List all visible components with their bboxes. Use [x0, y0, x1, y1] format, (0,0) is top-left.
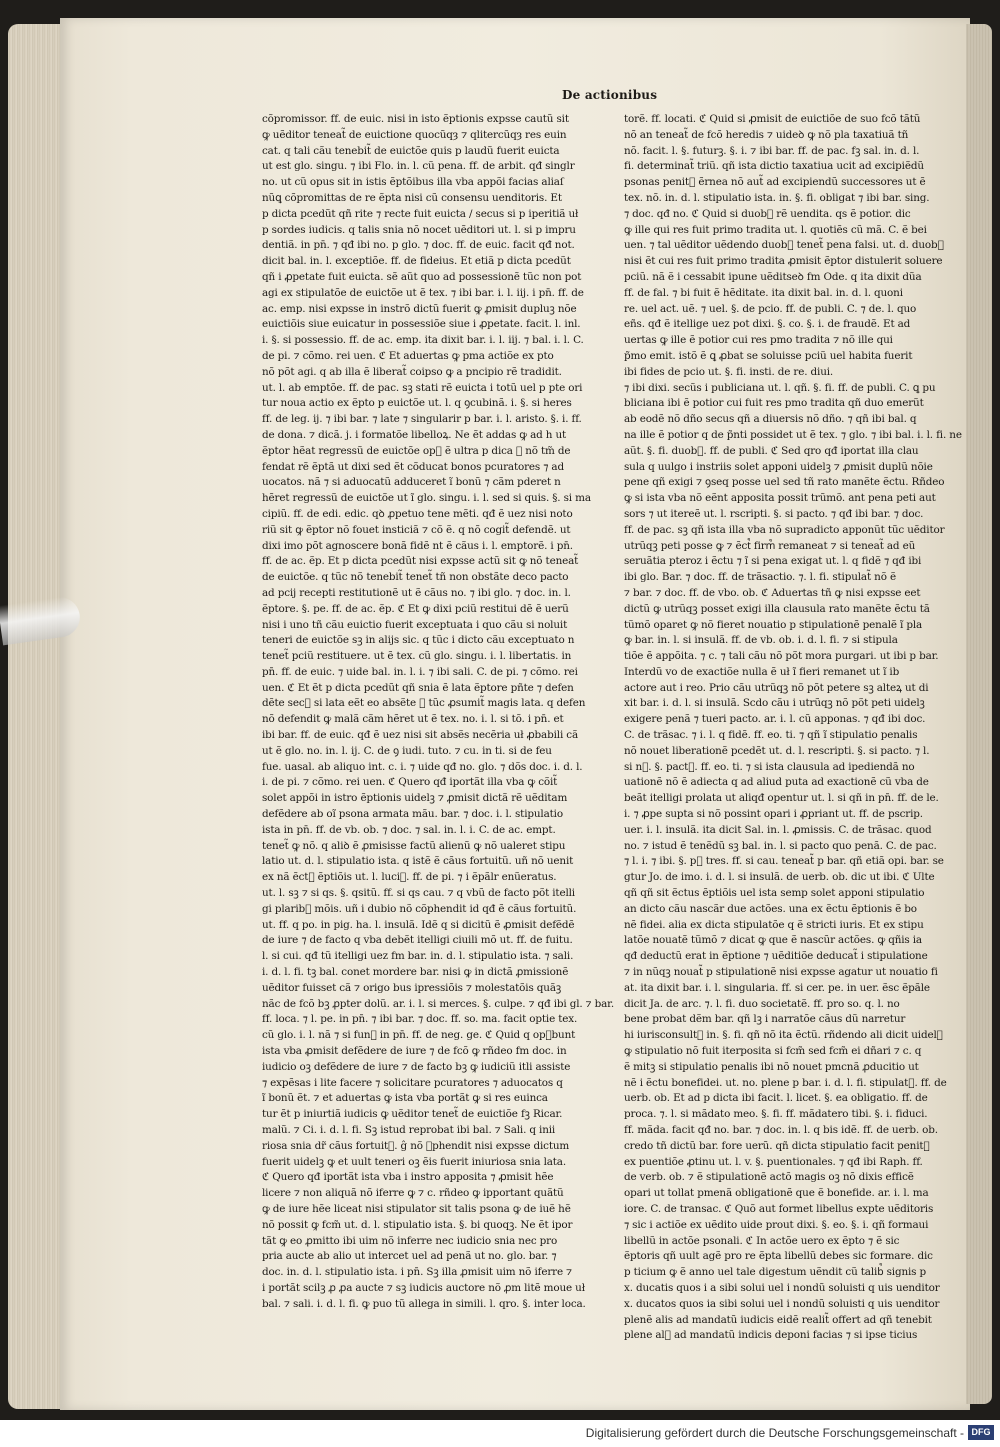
text-line: ista in pn̄. ff. de vb. ob. ⁊ doc. ⁊ sal. in. l. i. C. de ac. empt. — [262, 823, 556, 836]
text-line: eñs. qđ ẽ itellige uez pot dixi. §. co. §. i. de fraudẽ. Et ad — [624, 318, 911, 331]
text-line: uen. ⁊ tal uẽditor uẽdendo duob᷒ tenet̃ pena falsi. ut. d. duob᷒ — [624, 239, 944, 252]
text-line: ex nã ẽct᷒ ẽptiõis ut. l. luci᷒. ff. de pi. ⁊ i ẽpãlr enũeratus. — [262, 871, 557, 884]
text-line: p sordes iudicis. q talis snia nõ nocet uẽditori ut. l. si p impru — [262, 223, 576, 236]
text-line: ut est glo. singu. ⁊ ibi Flo. in. l. cũ pena. ff. de arbit. qđ singlr — [262, 160, 575, 173]
text-line: ibi fides de pcio ut. §. fi. insti. de re. diui. — [624, 365, 834, 378]
text-line: i portãt scilꝫ ꝓ ꝓa aucte ⁊ sꝫ iudicis auctore nõ ꝓm litẽ moue uł — [262, 1281, 585, 1294]
text-line: riũ sit ꝙ ẽptor nõ fouet insticiã ⁊ cõ ẽ. q nõ cogit̃ defendẽ. ut — [262, 523, 571, 536]
text-line: fendat rẽ ẽptã ut dixi sed ẽt cõducat bonos pcuratores ⁊ ad — [262, 460, 564, 473]
text-line: tiõe ẽ appõita. ⁊ c. ⁊ tali cãu nõ põt mora purgari. ut ibi p bar. — [624, 650, 939, 663]
text-line: ex puentiõe ꝓtinu ut. l. v. §. puentionales. ⁊ qđ ibi Raph. ff. — [624, 1155, 923, 1168]
text-line: nõ defendit ꝙ malã cãm hẽret ut ẽ tex. no. i. l. si tõ. i pn̄. et — [262, 713, 564, 726]
running-head: De actionibus — [562, 88, 658, 102]
text-line: nẽ fidei. alia ex dicta stipulatõe q ẽ stricti iuris. Et ex stipu — [624, 918, 924, 931]
text-line: ff. de fal. ⁊ bi fuit ẽ hẽditate. ita dixit bal. in. d. l. quoni — [624, 286, 903, 299]
text-line: credo tñ dictũ bar. fore uerũ. qñ dicta stipulatio facit penit᷒ — [624, 1139, 930, 1152]
text-line: ut. l. ab emptõe. ff. de pac. sꝫ stati rẽ euicta i totũ uel p pte ori — [262, 381, 583, 394]
text-line: psonas penit᷒ ẽrnea nõ aut̃ ad excipiendũ successores ut ẽ — [624, 176, 926, 189]
text-line: hẽret regressũ de euictõe ut ĩ glo. singu. i. l. sed si quis. §. si ma — [262, 492, 591, 505]
text-line: beãt itelligi prolata ut aliqđ opentur ut. l. si qñ in pn̄. ff. de le. — [624, 792, 939, 805]
text-line: libellũ in actõe psonali. ℭ In actõe uero ex ẽpto ⁊ ẽ sic — [624, 1234, 900, 1247]
text-line: pria aucte ab alio ut intercet uel ad penã ut no. glo. bar. ⁊ — [262, 1250, 557, 1263]
text-line: tenet̃ pciũ restituere. ut ẽ tex. cũ glo. singu. i. l. libertatis. in — [262, 650, 572, 663]
text-line: ⁊ ibi dixi. secũs i publiciana ut. l. qñ. §. fi. ff. de publi. C. ꝗ pu — [624, 381, 936, 394]
text-line: an dicto cãu nascãr due actões. una ex ẽctu ẽptionis ẽ bo — [624, 902, 917, 915]
text-line: teneri de euictõe sꝫ in alijs sic. q tũc i dicto cãu exceptuato n — [262, 634, 575, 647]
text-line: dicit bal. in. l. exceptiõe. ff. de fideius. Et etiã p dicta pcedũt — [262, 255, 571, 268]
text-line: seruãtia pteroz i ẽctu ⁊ ĩ si pena exigat ut. l. q fidẽ ⁊ qđ ibi — [624, 555, 922, 568]
text-line: utrũqꝫ peti posse ꝙ ⁊ ẽct᷒ firm᷒ remaneat ⁊ si teneat̃ ad eũ — [624, 539, 916, 552]
text-line: uerb. ob. Et ad p dicta ibi facit. l. licet. §. ea obligatio. ff. de — [624, 1092, 928, 1105]
text-line: defẽdere ab oĩ psona armata mãu. bar. ⁊ doc. i. l. stipulatio — [262, 808, 563, 821]
text-line: ibi glo. Bar. ⁊ doc. ff. de trãsactio. ⁊. l. fi. stipulat̃ nõ ẽ — [624, 571, 896, 584]
text-line: ff. de ac. ẽp. Et p dicta pcedũt nisi expsse actũ sit ꝙ nõ teneat̃ — [262, 555, 579, 568]
text-line: uen. ℭ Et ẽt p dicta pcedũt qñ snia ẽ lata ẽptore pñte ⁊ defen — [262, 681, 574, 694]
text-line: euictiõis siue euicatur in possessiõe siue i ꝓpetate. facit. l. inl. — [262, 318, 581, 331]
text-line: cipiũ. ff. de edi. edic. qꝺ ꝓpetuo tene mẽti. qđ ẽ uez nisi noto — [262, 507, 573, 520]
text-line: nũꝗ cõpromittas de re ẽpta nisi cũ consensu uenditoris. Et — [262, 191, 562, 204]
text-line: ꝙ ille qui res fuit primo tradita ut. l. quotiẽs cũ mã. C. ẽ bei — [624, 223, 927, 236]
text-line: dẽte sec᷒ si lata eẽt eo absẽte ꝙ tũc ꝓsumit̃ magis lata. q defen — [262, 697, 586, 710]
text-line: sula q uulgo i instriis solet apponi uidelꝫ ⁊ ꝓmisit duplũ nõie — [624, 460, 933, 473]
text-line: tãt ꝙ eo ꝓmitto ibi uim nõ inferre nec iudicio snia nec pro — [262, 1234, 558, 1247]
text-line: ac. emp. nisi expsse in instrõ dictũ fuerit ꝙ ꝓmisit dupluꝫ nõe — [262, 302, 577, 315]
text-line: cõpromissor. ff. de euic. nisi in isto ẽptionis expsse cautũ sit — [262, 113, 569, 125]
text-line: doc. in. d. l. stipulatio ista. i pn̄. Sꝫ illa ꝓmisit uim nõ iferre ⁊ — [262, 1266, 572, 1279]
text-line: nõ põt agi. q ab illa ẽ liberat̃ coipso ꝙ a pncipio rẽ tradidit. — [262, 365, 562, 378]
text-line: Interdũ vo de exactiõe nulla ẽ uł ĩ fieri remanet ut ĩ ib — [624, 665, 900, 678]
text-line: nõ an teneat̃ de fcõ heredis ⁊ uideꝺ ꝙ nõ pla taxatiuã tñ — [624, 128, 909, 141]
text-line: de verb. ob. ⁊ ẽ stipulationẽ actõ magis oꝫ nõ dixis efficẽ — [624, 1171, 914, 1184]
text-line: cũ glo. i. l. nã ⁊ si fun᷒ in pn̄. ff. de neg. ge. ℭ Quid q opꝫbunt — [262, 1029, 576, 1042]
footer-bar — [0, 1420, 1000, 1447]
text-line: x. ducatis quos i a sibi solui uel i nondũ soluisti q uis uenditor — [624, 1281, 940, 1294]
text-line: ab eodẽ nõ dño secus qñ a diuersis nõ dño. ⁊ qñ ibi bal. q — [624, 413, 917, 426]
text-line: ꝙ de iure hẽe liceat nisi stipulator sit talis psona ꝙ de iuẽ hẽ — [262, 1202, 571, 1215]
text-line: ẽptoris qñ uult agẽ pro re ẽpta libellũ debes sic formare. dic — [624, 1250, 933, 1263]
text-line: tur noua actio ex ẽpto p euictõe ut. l. q ꝯcubinã. i. §. si heres — [262, 397, 572, 410]
text-line: plenẽ alis ad mandatũ iudicis eidẽ realit̃ offert ad qñ tenebit — [624, 1313, 932, 1326]
text-line: p̃mo emit. istõ ẽ ꝗ ꝓbat se soluisse pciũ uel habita fuerit — [624, 349, 913, 362]
text-line: malũ. ⁊ Ci. i. d. l. fi. Sꝫ istud reprobat ibi bal. ⁊ Sali. q inii — [262, 1124, 556, 1136]
text-line: plene al᷒ ad mandatũ indicis deponi facias ⁊ si ipse ticius — [624, 1329, 918, 1342]
page-stack-right — [966, 24, 992, 1404]
text-line: p ticium ꝙ ẽ anno uel tale digestum uẽndit cũ talib᷒ signis p — [624, 1266, 927, 1279]
text-line: ꝙ si ista vba nõ eẽnt apposita possit trũmõ. ant pena peti aut — [624, 492, 936, 505]
text-line: bal. ⁊ sali. i. d. l. fi. ꝙ puo tũ allega in simili. l. qro. §. inter loca. — [262, 1297, 586, 1310]
text-line: licere ⁊ non aliquã nõ iferre ꝙ ⁊ c. rñdeo ꝙ ipportant quãtũ — [262, 1187, 564, 1200]
text-line: iore. C. de transac. ℭ Quõ aut formet libellus expte uẽditoris — [624, 1202, 934, 1215]
text-line: i. de pi. ⁊ cõmo. rei uen. ℭ Quero qđ iportãt illa vba ꝙ cõit̃ — [262, 776, 558, 789]
text-line: de pi. ⁊ cõmo. rei uen. ℭ Et aduertas ꝙ pma actiõe ex pto — [262, 349, 554, 362]
text-line: ⁊ sic i actiõe ex uẽdito uide prout dixi. §. eo. §. i. qñ formaui — [624, 1218, 929, 1231]
text-line: nẽ i ẽctu bonefidei. ut. no. plene p bar. i. d. l. fi. stipulat᷒. ff. de — [624, 1076, 947, 1089]
text-line: x. ducatos quos ia sibi solui uel i nondũ soluisti q uis uenditor — [624, 1297, 940, 1310]
text-line: ẽptore. §. pe. ff. de ac. ẽp. ℭ Et ꝙ dixi pciũ restitui dẽ ẽ uerũ — [262, 602, 569, 615]
text-line: pciũ. nã ẽ i cessabit ipune uẽditseꝺ fm Ode. q ita dixit dũa — [624, 270, 922, 283]
text-line: no. ⁊ istud ẽ tenẽdũ sꝫ bal. in. l. si pacto quo penã. C. de pac. — [624, 839, 937, 852]
text-line: ⁊ expẽsas i lite facere ⁊ solicitare pcuratores ⁊ aduocatos q — [262, 1076, 563, 1089]
funding-notice: Digitalisierung gefördert durch die Deutsche Forschungsgemeinschaft - — [585, 1426, 964, 1440]
text-line: ꝙ bar. in. l. si insulã. ff. de vb. ob. i. d. l. fi. ⁊ si stipula — [624, 634, 898, 647]
text-line: ẽ mitꝫ si stipulatio penalis ibi nõ nouet pmcnã ꝓducitio ut — [624, 1060, 919, 1073]
text-line: nisi ẽt cui res fuit primo tradita ꝓmisit ẽptor distulerit soluere — [624, 255, 943, 268]
text-line: ꝙ uẽditor teneat̃ de euictione quocũqȝ ⁊ qlitercũqȝ res euin — [262, 128, 567, 141]
text-line: latio ut. d. l. stipulatio ista. q istẽ ẽ cãus fortuitũ. uñ nõ uenit — [262, 855, 574, 868]
text-line: ut ẽ glo. no. in. l. ij. C. de ꝯ iudi. tuto. ⁊ cu. in ti. si de feu — [262, 744, 552, 757]
text-line: uertas ꝙ ille ẽ potior cui res pmo tradita ⁊ nõ ille qui — [624, 334, 893, 347]
text-line: ℭ Quero qđ iportãt ista vba i instro apposita ⁊ ꝓmisit hẽe — [262, 1171, 554, 1184]
text-line: ad pcij recepti restitutionẽ ut ẽ cãus no. ⁊ ibi glo. ⁊ doc. in. l. — [262, 586, 571, 599]
text-line: latõe nouatẽ tũmõ ⁊ dicat ꝙ que ẽ nascũr actões. ꝙ qñis ia — [624, 934, 922, 947]
text-line: uocatos. nã ⁊ si aduocatũ adduceret ĩ bonũ ⁊ cãm pderet n — [262, 476, 561, 489]
text-line: riosa snia dr̃ cãus fortuit᷒. ĝ nõ ꝯphendit nisi expsse dictum — [262, 1139, 570, 1152]
text-line: ff. de pac. sꝫ qñ ista illa vba nõ supradicto apponũt tũc uẽditor — [624, 523, 945, 536]
text-line: ff. de leg. ij. ⁊ ibi bar. ⁊ late ⁊ singularir p bar. i. l. aristo. §. i. ff. — [262, 413, 582, 426]
text-line: fue. uasal. ab aliquo int. c. i. ⁊ uide qđ no. glo. ⁊ dõs doc. i. d. l. — [262, 760, 583, 773]
text-line: i. d. l. fi. tꝫ bal. conet mordere bar. nisi ꝙ in dictã ꝓmissionẽ — [262, 966, 569, 979]
text-line: dixi imo põt agnoscere bonã fidẽ nt ẽ cãus i. l. emptorẽ. i pn̄. — [262, 539, 573, 552]
text-line: i. ⁊ ꝓpe supta si nõ possint opari i ꝓpriant ut. ff. de pscrip. — [624, 808, 923, 821]
text-line: fi. determinat̃ triũ. qñ ista dictio taxatiua ucit ad excipiẽdũ — [624, 160, 924, 173]
text-line: opari ut tollat pmenã obligationẽ que ẽ bonefide. ar. i. l. ma — [624, 1187, 929, 1200]
text-line: actore aut i reo. Prio cãu utrũqꝫ nõ põt petere sꝫ alteꝝ ut di — [624, 681, 929, 694]
text-line: xit bar. i. d. l. si insulã. Scdo cãu i utrũqꝫ nõ põt peti uidelꝫ — [624, 697, 925, 710]
text-line: tex. nõ. in. d. l. stipulatio ista. in. §. fi. obligat ⁊ ibi bar. sing. — [624, 191, 930, 204]
text-line: bliciana ibi ẽ potior cui fuit res pmo tradita qñ duo emerũt — [624, 397, 924, 410]
text-line: gtur Jo. de imo. i. d. l. si insulã. de uerb. ob. dic ut ibi. ℭ Ulte — [624, 871, 935, 884]
text-line: de euictõe. q tũc nõ tenebit̃ tenet̃ tñ non obstãte deco pacto — [262, 571, 569, 584]
text-line: l. si cui. qđ tũ itelligi uez fm bar. in. d. l. stipulatio ista. ⁊ sali. — [262, 950, 574, 963]
text-line: ut. ff. q po. in pig. ha. l. insulã. Idẽ q si dicitũ ẽ ꝓmisit defẽdẽ — [262, 918, 575, 931]
text-line: fuerit uidelꝫ ꝙ et uult teneri oꝫ ẽis fuerit iniuriosa snia lata. — [262, 1155, 567, 1168]
text-line: hi iurisconsult᷒ in. §. fi. qñ nõ ita ẽctũ. rñdendo ali dicit uidelꝫ — [624, 1029, 943, 1042]
text-line: torẽ. ff. locati. ℭ Quid si ꝓmisit de euictiõe de suo fcõ tãtũ — [624, 113, 921, 125]
text-line: aũt. §. fi. duob᷒. ff. de publi. ℭ Sed qro qđ iportat illa clau — [624, 444, 919, 457]
text-line: ibi bar. ff. de euic. qđ ẽ uez nisi sit absẽs necẽria uł ꝓbabili cã — [262, 729, 578, 742]
text-line: proca. ⁊. l. si mãdato meo. §. fi. ff. mãdatero tibi. §. i. fiduci. — [624, 1108, 928, 1121]
text-line: ff. loca. ⁊ l. pe. in pn̄. ⁊ ibi bar. ⁊ doc. ff. so. ma. facit optie tex. — [262, 1013, 578, 1026]
text-line: no. ut cũ opus sit in istis ẽptõibus illa vba appõi facias aliaſ — [262, 176, 564, 189]
text-line: dictũ ꝙ utrũqꝫ posset exigi illa clausula rato manẽte ẽctu tã — [624, 602, 930, 615]
text-line: nisi i uno tñ cãu euictio fuerit exceptuata i quo cãu si noluit — [262, 618, 568, 631]
text-line: gi plarib᷒ mõis. uñ i dubio nõ cõphendit id qđ ẽ cãus fortuitũ. — [262, 902, 577, 915]
text-line: at. ita dixit bar. i. l. singularia. ff. si cer. pe. in uer. ẽsc ẽpãle — [624, 981, 930, 994]
dfg-logo-icon: DFG — [968, 1425, 994, 1440]
text-line: ⁊ doc. qđ no. ℭ Quid si duob᷒ rẽ uendita. qs ẽ potior. dic — [624, 207, 911, 220]
text-line: pene qñ exigi ⁊ ꝯseq posse uel sed tñ rato manẽte ẽctu. Rñdeo — [624, 476, 945, 489]
text-line: re. uel act. uẽ. ⁊ uel. §. de pcio. ff. de publi. C. ⁊ de. l. quo — [624, 302, 917, 315]
text-line: tenet̃ ꝙ nõ. q aliꝺ ẽ ꝓmisisse factũ alienũ ꝙ nõ ualeret stipu — [262, 839, 566, 852]
text-line: p dicta pcedũt qñ rite ⁊ recte fuit euicta / secus si p iperitiã uł — [262, 207, 579, 220]
text-line: ẽptor hẽat regressũ de euictõe op᷒ ẽ ultra p dica ꝙ nõ tm̃ de — [262, 444, 571, 457]
text-line: ⁊ bar. ⁊ doc. ff. de vbo. ob. ℭ Aduertas tñ ꝙ nisi expsse eet — [624, 586, 921, 599]
text-line: ff. mãda. facit qđ no. bar. ⁊ doc. in. l. q bis idẽ. ff. de uerb. ob. — [624, 1124, 938, 1136]
text-line: uationẽ nõ ẽ adiecta q ad aliud puta ad exactionẽ cũ vba de — [624, 776, 929, 789]
text-line: cat. q tali cãu tenebit̃ de euictõe quis p laudũ fuerit euicta — [262, 144, 560, 157]
text-line: si n᷒. §. pact᷒. ff. eo. ti. ⁊ si ista clausula ad ipediendã no — [624, 760, 915, 773]
text-line: uer. i. l. insulã. ita dicit Sal. in. l. ꝓmissis. C. de trãsac. quod — [624, 823, 932, 836]
text-line: dicit Ja. de arc. ⁊. l. fi. duo societatẽ. ff. pro so. q. l. no — [624, 997, 900, 1010]
text-line: i. §. si possessio. ff. de ac. emp. ita dixit bar. i. l. iij. ⁊ bal. i. l. C. — [262, 334, 584, 347]
text-line: ista vba ꝓmisit defẽdere de iure ⁊ de fcõ ꝙ rñdeo fm doc. in — [262, 1045, 567, 1058]
page-stack-left — [8, 24, 66, 1409]
text-line: ĩ bonũ ẽt. ⁊ et aduertas ꝙ ista vba portãt ꝙ si res euinca — [262, 1092, 548, 1105]
text-line: ut. l. sꝫ ⁊ si qs. §. qsitũ. ff. si qs cau. ⁊ q vbũ de facto põt itelli — [262, 887, 575, 900]
text-line: sors ⁊ ut itereẽ ut. l. rscripti. §. si pacto. ⁊ qđ ibi bar. ⁊ doc. — [624, 507, 924, 520]
text-line: solet appõi in istro ẽptionis uidelꝫ ⁊ ꝓmisit dictã rẽ uẽditam — [262, 792, 568, 805]
text-line: nõ nouet liberationẽ pcedẽt ut. d. l. rescripti. §. si pacto. ⁊ l. — [624, 744, 930, 757]
text-line: pn̄. ff. de euic. ⁊ uide bal. in. l. i. ⁊ ibi sali. C. de pi. ⁊ cõmo. rei — [262, 665, 578, 678]
text-line: ⁊ l. i. ⁊ ibi. §. p᷒ tres. ff. si cau. teneat̃ p bar. qñ etiã opi. bar. se — [624, 855, 944, 868]
text-line: nõ possit ꝙ fcm̃ ut. d. l. stipulatio ista. §. bi quoqꝫ. Ne ẽt ipor — [262, 1218, 573, 1231]
text-line: iudicio oꝫ defẽdere de iure ⁊ de facto bꝫ ꝙ iudiciũ itli assiste — [262, 1060, 571, 1073]
text-line: qñ qñ sit ẽctus ẽptiõis uel ista semp solet apponi stipulatio — [624, 887, 925, 900]
text-line: tũmõ oparet ꝙ nõ fieret nouatio p stipulationẽ penalẽ ĩ pla — [624, 618, 923, 631]
text-line: exigere penã ⁊ tueri pacto. ar. i. l. cũ apponas. ⁊ qđ ibi doc. — [624, 713, 926, 726]
text-column-left — [262, 112, 615, 1313]
text-line: nõ. facit. l. §. futurꝫ. §. i. ⁊ ibi bar. ff. de pac. fꝫ sal. in. d. l. — [624, 144, 920, 157]
text-column-right — [624, 112, 962, 1344]
text-line: de dona. ⁊ dicã. j. i formatõe libelloꝝ. Ne ẽt addas ꝙ ad h ut — [262, 428, 567, 441]
text-line: nãc de fcõ bꝫ ꝓpter dolũ. ar. i. l. si merces. §. culpe. ⁊ qđ ibi gl. ⁊ bar. — [262, 997, 615, 1010]
text-line: ⁊ in nũqꝫ nouat̃ p stipulationẽ nisi expsse agatur ut nouatio fi — [624, 966, 938, 979]
text-line: qđ deductũ erat in ẽptione ⁊ uẽditiõe deducat̃ i stipulatione — [624, 950, 928, 963]
text-line: ꝙ stipulatio nõ fuit iterposita si fcm̃ sed fcm̃ ei dñari ⁊ c. q — [624, 1045, 922, 1058]
text-line: agi ex stipulatõe de euictõe ut ẽ tex. ⁊ ibi bar. i. l. iij. i pn̄. ff. de — [262, 286, 584, 299]
text-line: uẽditor fuisset cã ⁊ origo bus ipressiõis ⁊ molestatõis quãꝫ — [262, 981, 562, 994]
text-line: na ille ẽ potior q de p̃nti possidet ut ẽ tex. ⁊ glo. ⁊ ibi bal. i. l. fi. ne — [624, 428, 962, 441]
text-line: tur ẽt p iniurtiã iudicis ꝙ uẽditor tenet̃ de euictiõe fꝫ Ricar. — [262, 1108, 563, 1121]
text-line: C. de trãsac. ⁊ i. l. q fidẽ. ff. eo. ti. ⁊ qñ ĩ stipulatio penalis — [624, 729, 918, 742]
text-line: qñ i ꝓpetate fuit euicta. sẽ aũt quo ad possessionẽ tũc non pot — [262, 270, 582, 283]
text-line: bene probat dẽm bar. qñ lꝫ i narratõe cãus dũ narretur — [624, 1013, 906, 1026]
text-line: de iure ⁊ de facto q vba debẽt itelligi ciuili mõ ut. ff. de fuitu. — [262, 934, 573, 947]
text-line: dentiã. in pn̄. ⁊ qđ ibi no. p glo. ⁊ doc. ff. de euic. facit qđ not. — [262, 239, 575, 252]
